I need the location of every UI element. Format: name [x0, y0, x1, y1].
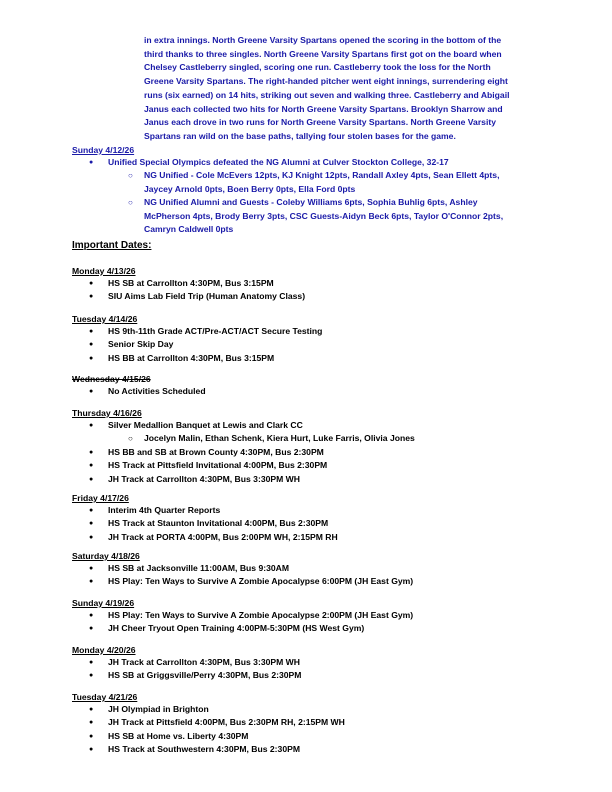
- event-item: ● JH Track at Carrollton 4:30PM, Bus 3:30PM WH: [72, 473, 552, 486]
- sunday-results-section: [72, 144, 552, 236]
- event-item: ● SIU Aims Lab Field Trip (Human Anatomy Class): [72, 290, 552, 303]
- day-date: Monday 4/20/26: [72, 645, 136, 655]
- recap-line: Janus each drove in two runs for North Greene Varsity Spartans. North Greene Varsity: [144, 117, 496, 128]
- event-item: ● Interim 4th Quarter Reports: [72, 504, 552, 517]
- game-recap-paragraph: [144, 34, 540, 144]
- event-item: ● HS BB at Carrollton 4:30PM, Bus 3:15PM: [72, 352, 552, 365]
- event-item: ● No Activities Scheduled: [72, 385, 552, 398]
- event-item: ● HS 9th-11th Grade ACT/Pre-ACT/ACT Secure Testing: [72, 325, 552, 338]
- event-item: ● HS Track at Staunton Invitational 4:00PM, Bus 2:30PM: [72, 517, 552, 530]
- day-block: [72, 691, 552, 757]
- day-date: Friday 4/17/26: [72, 493, 129, 503]
- recap-line: runs (six earned) on 14 hits, striking out seven and walking three. Castleberry and Abigail: [144, 89, 510, 100]
- day-block: [72, 644, 552, 683]
- results-sub-line: McPherson 4pts, Brody Berry 3pts, CSC Guests-Aidyn Beck 6pts, Taylor O'Connor 2pts,: [144, 210, 504, 221]
- event-item: ● HS SB at Carrollton 4:30PM, Bus 3:15PM: [72, 277, 552, 290]
- recap-line: in extra innings. North Greene Varsity Spartans opened the scoring in the bottom of the: [144, 35, 502, 45]
- results-sub-line: Jaycey Arnold 0pts, Boen Berry 0pts, Ella Ford 0pts: [144, 183, 356, 194]
- recap-line: Chelsey Castleberry singled, scoring one run. Castleberry took the loss for the North: [144, 62, 491, 73]
- results-item: ● Unified Special Olympics defeated the NG Alumni at Culver Stockton College, 32-17: [72, 156, 552, 169]
- results-sub-line: ○ NG Unified - Cole McEvers 12pts, KJ Knight 12pts, Randall Axley 4pts, Sean Ellett 4pts,: [144, 170, 500, 181]
- important-dates-heading: Important Dates:: [72, 240, 152, 251]
- event-item: ● HS SB at Home vs. Liberty 4:30PM: [72, 730, 552, 743]
- results-sub-item: [72, 169, 524, 196]
- day-block: [72, 492, 552, 544]
- recap-line: third thanks to three singles. North Greene Varsity Spartans first got on the board when: [144, 48, 502, 59]
- event-sub-item: ○ Jocelyn Malin, Ethan Schenk, Kiera Hurt, Luke Farris, Olivia Jones: [72, 432, 524, 445]
- results-sub-line: Camryn Caldwell 0pts: [144, 224, 234, 235]
- event-item: ● Silver Medallion Banquet at Lewis and Clark CC: [72, 419, 552, 432]
- day-date: Monday 4/13/26: [72, 266, 136, 276]
- event-item: ● JH Track at Pittsfield 4:00PM, Bus 2:30PM RH, 2:15PM WH: [72, 716, 552, 729]
- event-item: ● HS SB at Jacksonville 11:00AM, Bus 9:30AM: [72, 562, 552, 575]
- day-block: [72, 550, 552, 589]
- day-date: Tuesday 4/21/26: [72, 692, 138, 702]
- day-block: [72, 373, 552, 398]
- day-date: Saturday 4/18/26: [72, 551, 140, 561]
- day-date: Thursday 4/16/26: [72, 408, 142, 418]
- event-item: ● JH Olympiad in Brighton: [72, 703, 552, 716]
- recap-line: Janus each collected two hits for North Greene Varsity Spartans. Brooklyn Sharrow and: [144, 103, 503, 114]
- event-item: ● HS BB and SB at Brown County 4:30PM, Bus 2:30PM: [72, 446, 552, 459]
- event-item: ● HS SB at Griggsville/Perry 4:30PM, Bus 2:30PM: [72, 669, 552, 682]
- event-item: ● HS Play: Ten Ways to Survive A Zombie Apocalypse 2:00PM (JH East Gym): [72, 609, 552, 622]
- event-item: ● Senior Skip Day: [72, 338, 552, 351]
- event-item: ● JH Track at PORTA 4:00PM, Bus 2:00PM WH, 2:15PM RH: [72, 531, 552, 544]
- event-item: ● JH Track at Carrollton 4:30PM, Bus 3:30PM WH: [72, 656, 552, 669]
- day-date: Wednesday 4/15/26: [72, 374, 151, 384]
- event-item: ● JH Cheer Tryout Open Training 4:00PM-5:30PM (HS West Gym): [72, 622, 552, 635]
- recap-line: Spartans ran wild on the base paths, tallying four stolen bases for the game.: [144, 130, 456, 141]
- day-date: Sunday 4/19/26: [72, 598, 135, 608]
- day-block: [72, 407, 552, 486]
- results-sub-line: ○ NG Unified Alumni and Guests - Coleby Williams 6pts, Sophia Buhlig 6pts, Ashley: [144, 197, 478, 208]
- day-block: [72, 265, 552, 304]
- results-sub-item: [72, 196, 524, 236]
- event-item: ● HS Play: Ten Ways to Survive A Zombie Apocalypse 6:00PM (JH East Gym): [72, 575, 552, 588]
- event-item: ● HS Track at Southwestern 4:30PM, Bus 2:30PM: [72, 743, 552, 756]
- day-block: [72, 597, 552, 636]
- sunday-results-date: Sunday 4/12/26: [72, 145, 135, 155]
- recap-line: Greene Varsity Spartans. The right-handed pitcher went eight innings, surrendering eight: [144, 76, 508, 87]
- day-date: Tuesday 4/14/26: [72, 314, 138, 324]
- day-block: [72, 313, 552, 365]
- event-item: ● HS Track at Pittsfield Invitational 4:00PM, Bus 2:30PM: [72, 459, 552, 472]
